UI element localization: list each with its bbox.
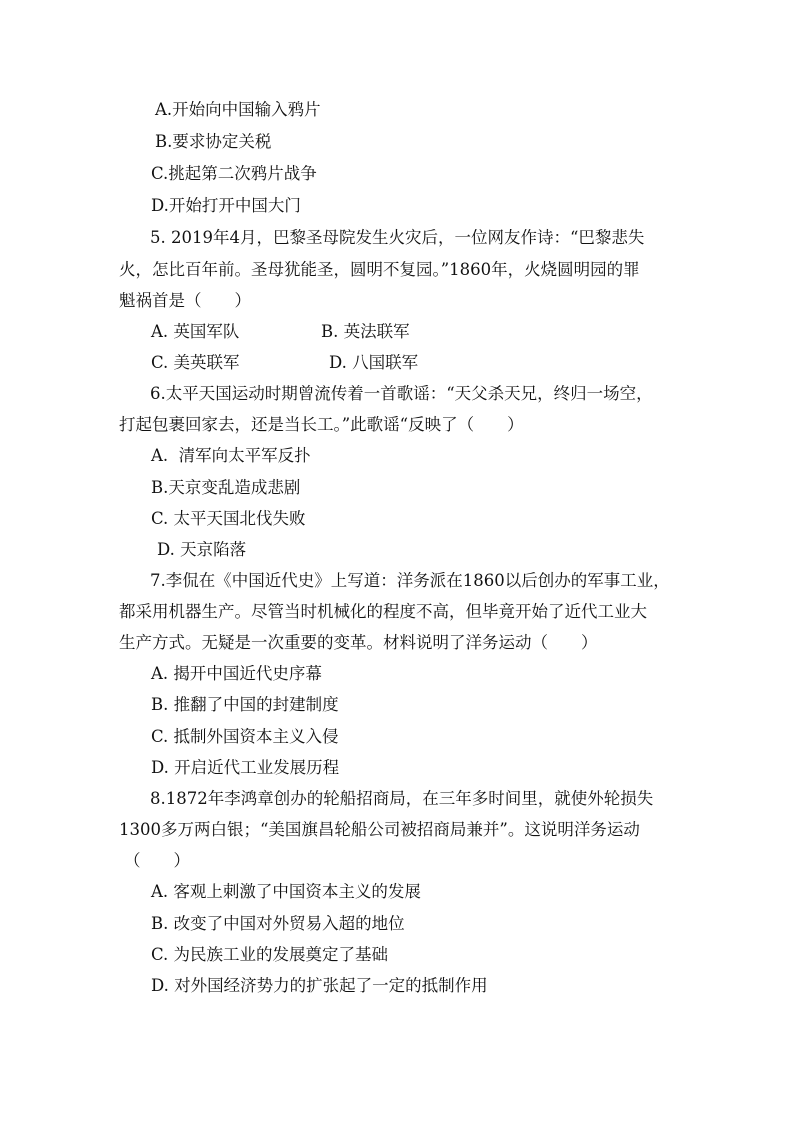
q5-option-b: B. 英法联军 — [321, 322, 410, 341]
q7-option-c: C. 抵制外国资本主义入侵 — [151, 727, 339, 746]
q7-stem-line-2: 都采用机器生产。尽管当时机械化的程度不高，但毕竟开始了近代工业大 — [119, 602, 647, 621]
q8-option-d: D. 对外国经济势力的扩张起了一定的抵制作用 — [151, 976, 488, 995]
q8-option-c: C. 为民族工业的发展奠定了基础 — [151, 945, 389, 964]
q6-option-c: C. 太平天国北伐失败 — [151, 509, 306, 528]
q5-option-d: D. 八国联军 — [329, 353, 419, 372]
q8-option-b: B. 改变了中国对外贸易入超的地位 — [151, 914, 405, 933]
q7-option-d: D. 开启近代工业发展历程 — [151, 758, 340, 777]
q6-option-d: D. 天京陷落 — [157, 540, 247, 559]
q8-option-a: A. 客观上刺激了中国资本主义的发展 — [151, 882, 421, 901]
q6-option-a: A. 清军向太平军反扑 — [151, 446, 311, 465]
q6-option-b: B.天京变乱造成悲剧 — [151, 478, 301, 497]
q8-stem-line-2: 1300多万两白银；“美国旗昌轮船公司被招商局兼并”。这说明洋务运动 — [119, 820, 640, 839]
q6-stem-line-2: 打起包裹回家去，还是当长工。”此歌谣“反映了（ ） — [119, 415, 524, 434]
q7-stem-line-3: 生产方式。无疑是一次重要的变革。材料说明了洋务运动（ ） — [119, 633, 598, 652]
q5-option-a: A. 英国军队 — [151, 322, 240, 341]
q8-stem-line-1: 8.1872年李鸿章创办的轮船招商局，在三年多时间里，就使外轮损失 — [150, 789, 654, 808]
q6-stem-line-1: 6.太平天国运动时期曾流传着一首歌谣：“天父杀天兄，终归一场空， — [150, 384, 653, 403]
q7-stem-line-1: 7.李侃在《中国近代史》上写道：洋务派在1860以后创办的军事工业， — [150, 571, 670, 590]
q7-option-a: A. 揭开中国近代史序幕 — [151, 664, 322, 683]
q5-stem-line-3: 魁祸首是（ ） — [119, 291, 251, 310]
q8-stem-line-3: （ ） — [124, 851, 190, 870]
q4-option-d: D.开始打开中国大门 — [151, 196, 301, 215]
q4-option-c: C.挑起第二次鸦片战争 — [151, 164, 317, 183]
q7-option-b: B. 推翻了中国的封建制度 — [151, 695, 339, 714]
q5-stem-line-2: 火，怎比百年前。圣母犹能圣，圆明不复园。”1860年，火烧圆明园的罪 — [119, 260, 640, 279]
q5-option-c: C. 美英联军 — [151, 353, 240, 372]
q4-option-b: B.要求协定关税 — [155, 132, 272, 151]
q4-option-a: A.开始向中国输入鸦片 — [155, 100, 321, 119]
q5-stem-line-1: 5. 2019年4月，巴黎圣母院发生火灾后，一位网友作诗：“巴黎悲失 — [150, 228, 645, 247]
